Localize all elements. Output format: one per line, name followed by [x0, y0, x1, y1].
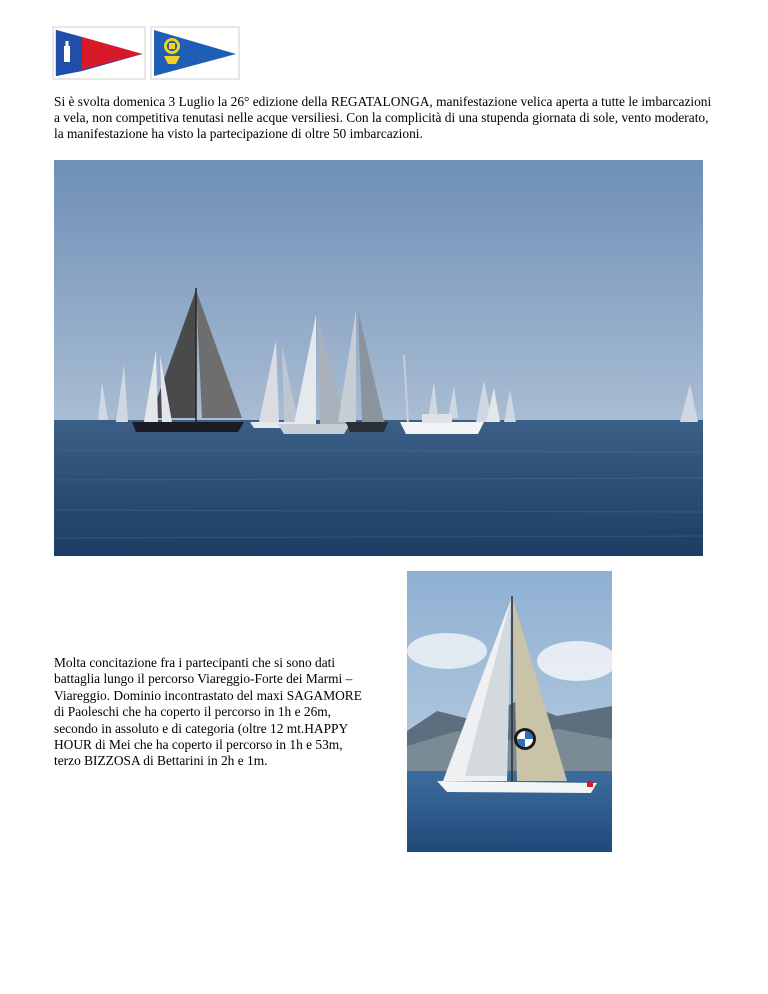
- club-burgee-blue-yellow-icon: [151, 27, 239, 79]
- results-paragraph: Molta concitazione fra i partecipanti che si sono dati battaglia lungo il percorso Viareggio-Forte dei Marmi –Viareggio. Dominio incontrastato del maxi SAGAMORE di Paoleschi che ha coperto il percorso in 1h e 26m, secondo in assoluto e di categoria (oltre 12 mt.HAPPY HOUR di Mei che ha coperto il percorso in 1h e 53m, terzo BIZZOSA di Bettarini in 2h e 1m.: [54, 655, 362, 769]
- header-pennants: [52, 26, 242, 82]
- intro-paragraph: Si è svolta domenica 3 Luglio la 26° edizione della REGATALONGA, manifestazione velica aperta a tutte le imbarcazioni a vela, non competitiva tenutasi nelle acque versiliesi. Con la complicità di una stupenda giornata di sole, vento moderato, la manifestazione ha visto la partecipazione di oltre 50 imbarcazioni.: [54, 94, 712, 141]
- club-burgee-red-blue-icon: [53, 27, 145, 79]
- maxi-yacht-photo: [407, 571, 612, 852]
- sailing-fleet-photo: [54, 160, 703, 556]
